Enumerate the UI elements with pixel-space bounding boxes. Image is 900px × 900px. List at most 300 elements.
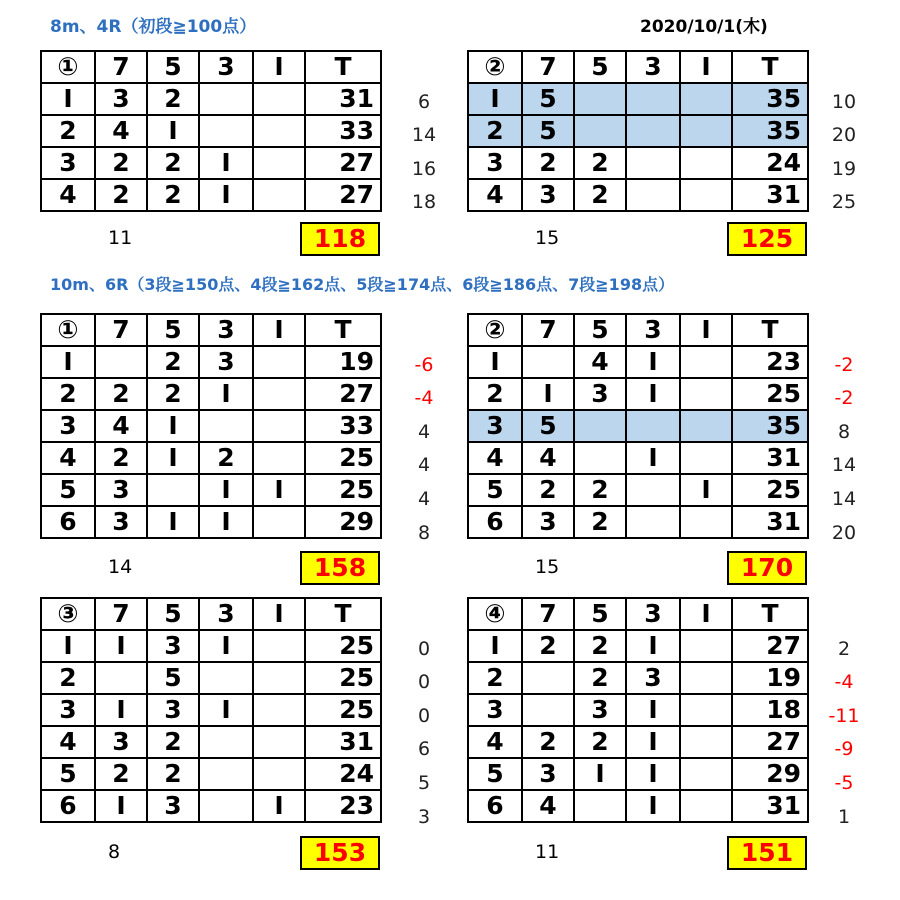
round-number: ②	[468, 314, 522, 346]
hit-count: 2	[95, 758, 147, 790]
hit-count: 2	[522, 147, 574, 179]
hit-count-total: 15	[535, 227, 560, 249]
row-number: 3	[468, 694, 522, 726]
hit-count: I	[626, 694, 680, 726]
round-number: ①	[41, 314, 95, 346]
grand-total: 125	[727, 222, 807, 256]
hit-count-total: 8	[108, 841, 121, 863]
hit-count: I	[253, 474, 305, 506]
row-number: 2	[41, 378, 95, 410]
hit-count-total: 11	[108, 227, 133, 249]
hit-count: 3	[574, 378, 626, 410]
hit-count: 2	[522, 630, 574, 662]
hit-count	[199, 758, 253, 790]
row-number: 3	[41, 694, 95, 726]
hit-count	[680, 179, 732, 211]
row-total: 31	[305, 83, 381, 115]
hit-count	[680, 662, 732, 694]
hit-count: 2	[574, 662, 626, 694]
row-number: 3	[41, 410, 95, 442]
scoresheet-6	[467, 597, 809, 823]
row-number: 6	[468, 506, 522, 538]
row-difference: -9	[834, 738, 854, 761]
hit-count: 4	[95, 115, 147, 147]
hit-count: I	[199, 179, 253, 211]
hit-count	[680, 790, 732, 822]
column-header: I	[253, 314, 305, 346]
score-row	[41, 378, 381, 410]
hit-count	[522, 694, 574, 726]
hit-count	[574, 410, 626, 442]
grand-total: 118	[300, 222, 380, 256]
score-table	[467, 50, 809, 212]
row-difference: 14	[411, 124, 437, 147]
header-row	[468, 598, 808, 630]
score-row	[468, 726, 808, 758]
hit-count: I	[626, 442, 680, 474]
hit-count: 2	[95, 147, 147, 179]
hit-count: 2	[95, 378, 147, 410]
hit-count	[680, 630, 732, 662]
score-row	[41, 758, 381, 790]
hit-count: I	[199, 506, 253, 538]
hit-count: 5	[522, 115, 574, 147]
score-row	[468, 758, 808, 790]
row-difference: 6	[417, 90, 431, 113]
row-total: 25	[732, 378, 808, 410]
row-difference: 1	[837, 805, 851, 828]
row-number: 4	[41, 179, 95, 211]
row-total: 25	[305, 662, 381, 694]
row-total: 25	[305, 694, 381, 726]
hit-count	[680, 694, 732, 726]
row-difference: 19	[831, 157, 857, 180]
row-number: 2	[41, 115, 95, 147]
hit-count	[522, 346, 574, 378]
hit-count	[199, 83, 253, 115]
row-number: 4	[468, 726, 522, 758]
column-header: 7	[522, 314, 574, 346]
column-header: I	[253, 51, 305, 83]
row-difference: -11	[828, 704, 860, 727]
hit-count	[680, 726, 732, 758]
row-difference: 4	[417, 454, 431, 477]
hit-count	[626, 506, 680, 538]
column-header: 5	[574, 314, 626, 346]
hit-count: 3	[95, 726, 147, 758]
hit-count: 2	[147, 179, 199, 211]
hit-count: 2	[574, 506, 626, 538]
score-row	[468, 442, 808, 474]
hit-count: I	[626, 726, 680, 758]
column-header: 7	[95, 314, 147, 346]
score-row	[468, 115, 808, 147]
row-number: 5	[41, 474, 95, 506]
row-total: 23	[732, 346, 808, 378]
date-label: 2020/10/1(木)	[640, 17, 768, 37]
hit-count	[680, 115, 732, 147]
score-row	[41, 147, 381, 179]
hit-count	[253, 442, 305, 474]
row-difference: -5	[834, 772, 854, 794]
hit-count: 2	[522, 726, 574, 758]
row-total: 24	[732, 147, 808, 179]
row-number: 5	[468, 758, 522, 790]
hit-count: 2	[574, 630, 626, 662]
column-header: 7	[522, 598, 574, 630]
header-row	[41, 51, 381, 83]
score-row	[468, 506, 808, 538]
hit-count: 2	[95, 442, 147, 474]
hit-count	[253, 506, 305, 538]
hit-count	[626, 115, 680, 147]
row-difference: -2	[834, 353, 854, 376]
column-header: 3	[626, 598, 680, 630]
hit-count	[253, 115, 305, 147]
row-difference: 2	[837, 637, 851, 660]
score-row	[468, 83, 808, 115]
row-difference: 0	[417, 671, 431, 694]
hit-count: 3	[147, 630, 199, 662]
header-row	[41, 314, 381, 346]
hit-count	[253, 346, 305, 378]
hit-count	[626, 147, 680, 179]
row-difference: -4	[834, 671, 854, 694]
hit-count	[680, 346, 732, 378]
scoresheet-5	[40, 597, 382, 823]
hit-count	[626, 83, 680, 115]
hit-count	[680, 147, 732, 179]
score-row	[41, 790, 381, 822]
row-difference: 4	[417, 420, 431, 443]
score-row	[41, 83, 381, 115]
hit-count: I	[626, 346, 680, 378]
score-row	[41, 115, 381, 147]
row-number: 5	[41, 758, 95, 790]
row-difference: 0	[417, 704, 431, 727]
row-number: 2	[468, 115, 522, 147]
hit-count: I	[522, 378, 574, 410]
header-row	[468, 51, 808, 83]
hit-count	[253, 83, 305, 115]
row-total: 31	[305, 726, 381, 758]
row-total: 27	[305, 179, 381, 211]
score-row	[468, 662, 808, 694]
hit-count	[680, 442, 732, 474]
score-row	[41, 442, 381, 474]
row-number: 2	[468, 662, 522, 694]
round-number: ①	[41, 51, 95, 83]
row-total: 25	[305, 442, 381, 474]
row-total: 31	[732, 506, 808, 538]
row-difference: 18	[411, 191, 437, 214]
column-header: T	[732, 51, 808, 83]
column-header: T	[305, 314, 381, 346]
hit-count: I	[147, 410, 199, 442]
column-header: 7	[522, 51, 574, 83]
hit-count	[680, 506, 732, 538]
row-difference: -6	[414, 353, 434, 376]
hit-count	[574, 442, 626, 474]
hit-count: I	[626, 758, 680, 790]
column-header: I	[253, 598, 305, 630]
round-number: ④	[468, 598, 522, 630]
row-number: I	[468, 346, 522, 378]
row-difference: -4	[414, 387, 434, 410]
column-header: 5	[147, 598, 199, 630]
row-number: 6	[41, 790, 95, 822]
score-row	[468, 694, 808, 726]
column-header: 5	[574, 51, 626, 83]
row-difference: 0	[417, 637, 431, 660]
row-number: I	[41, 630, 95, 662]
row-total: 31	[732, 442, 808, 474]
row-number: I	[468, 630, 522, 662]
hit-count	[626, 410, 680, 442]
hit-count: 4	[522, 790, 574, 822]
hit-count: I	[253, 790, 305, 822]
score-row	[468, 630, 808, 662]
hit-count-total: 15	[535, 556, 560, 578]
row-difference: 8	[837, 420, 851, 443]
row-number: 4	[468, 179, 522, 211]
hit-count: 3	[95, 506, 147, 538]
hit-count	[253, 726, 305, 758]
score-row	[41, 410, 381, 442]
score-row	[468, 179, 808, 211]
row-total: 19	[305, 346, 381, 378]
row-difference: 3	[417, 805, 431, 828]
row-total: 31	[732, 790, 808, 822]
hit-count: 3	[626, 662, 680, 694]
hit-count: I	[199, 694, 253, 726]
hit-count	[522, 662, 574, 694]
row-total: 29	[305, 506, 381, 538]
score-row	[41, 694, 381, 726]
row-number: 6	[468, 790, 522, 822]
hit-count	[680, 83, 732, 115]
score-row	[41, 179, 381, 211]
hit-count: 3	[95, 83, 147, 115]
hit-count: 2	[95, 179, 147, 211]
column-header: T	[732, 598, 808, 630]
hit-count	[253, 410, 305, 442]
hit-count: 4	[522, 442, 574, 474]
row-number: 5	[468, 474, 522, 506]
hit-count: I	[626, 378, 680, 410]
hit-count: 3	[522, 758, 574, 790]
row-total: 31	[732, 179, 808, 211]
hit-count: I	[147, 115, 199, 147]
row-number: I	[468, 83, 522, 115]
hit-count: 2	[147, 83, 199, 115]
hit-count	[199, 410, 253, 442]
hit-count: 2	[574, 726, 626, 758]
row-total: 27	[732, 726, 808, 758]
hit-count: 3	[522, 506, 574, 538]
column-header: I	[680, 314, 732, 346]
hit-count: 3	[147, 790, 199, 822]
row-total: 27	[732, 630, 808, 662]
score-row	[41, 662, 381, 694]
row-total: 35	[732, 83, 808, 115]
row-total: 25	[305, 630, 381, 662]
hit-count: 2	[147, 346, 199, 378]
column-header: 3	[199, 51, 253, 83]
row-difference: 16	[411, 157, 437, 180]
column-header: 5	[147, 314, 199, 346]
header-row	[468, 314, 808, 346]
score-row	[468, 410, 808, 442]
hit-count: 5	[522, 410, 574, 442]
row-difference: 25	[831, 191, 857, 214]
column-header: 7	[95, 598, 147, 630]
hit-count: I	[95, 630, 147, 662]
column-header: 3	[626, 314, 680, 346]
hit-count	[253, 147, 305, 179]
hit-count	[574, 83, 626, 115]
hit-count: 2	[522, 474, 574, 506]
score-table	[40, 313, 382, 539]
score-row	[468, 378, 808, 410]
section-header-8m: 8m、4R（初段≧100点）	[50, 17, 257, 37]
row-difference: 20	[831, 521, 857, 544]
hit-count: I	[626, 790, 680, 822]
row-difference: 14	[831, 488, 857, 510]
scoresheet-3	[40, 313, 382, 539]
column-header: I	[680, 51, 732, 83]
score-row	[41, 630, 381, 662]
hit-count	[574, 790, 626, 822]
row-difference: 6	[417, 738, 431, 761]
score-table	[40, 50, 382, 212]
hit-count: I	[147, 506, 199, 538]
hit-count: 3	[147, 694, 199, 726]
hit-count: 4	[95, 410, 147, 442]
column-header: I	[680, 598, 732, 630]
score-table	[467, 313, 809, 539]
grand-total: 158	[300, 551, 380, 585]
hit-count: I	[680, 474, 732, 506]
hit-count	[253, 662, 305, 694]
grand-total: 153	[300, 836, 380, 870]
score-row	[41, 506, 381, 538]
row-total: 27	[305, 147, 381, 179]
hit-count	[574, 115, 626, 147]
row-total: 35	[732, 115, 808, 147]
score-table	[40, 597, 382, 823]
row-total: 29	[732, 758, 808, 790]
round-number: ③	[41, 598, 95, 630]
round-number: ②	[468, 51, 522, 83]
hit-count: 5	[522, 83, 574, 115]
row-difference: 14	[831, 454, 857, 477]
hit-count	[95, 346, 147, 378]
hit-count-total: 14	[108, 556, 133, 578]
row-difference: 5	[417, 772, 431, 794]
hit-count	[680, 378, 732, 410]
hit-count: 5	[147, 662, 199, 694]
row-number: 3	[468, 410, 522, 442]
row-difference: -2	[834, 387, 854, 410]
row-total: 23	[305, 790, 381, 822]
row-number: 6	[41, 506, 95, 538]
hit-count: 3	[574, 694, 626, 726]
scoresheet-4	[467, 313, 809, 539]
score-row	[41, 346, 381, 378]
column-header: T	[305, 598, 381, 630]
row-total: 33	[305, 410, 381, 442]
grand-total: 151	[727, 836, 807, 870]
row-total: 35	[732, 410, 808, 442]
score-row	[41, 726, 381, 758]
score-row	[468, 474, 808, 506]
grand-total: 170	[727, 551, 807, 585]
column-header: 7	[95, 51, 147, 83]
row-number: 4	[41, 726, 95, 758]
column-header: 3	[626, 51, 680, 83]
row-total: 19	[732, 662, 808, 694]
hit-count	[626, 179, 680, 211]
hit-count: I	[95, 694, 147, 726]
hit-count: I	[574, 758, 626, 790]
row-difference: 4	[417, 488, 431, 510]
scoresheet-1	[40, 50, 382, 212]
hit-count: 2	[574, 147, 626, 179]
hit-count	[147, 474, 199, 506]
row-number: 4	[41, 442, 95, 474]
score-row	[468, 790, 808, 822]
column-header: 3	[199, 598, 253, 630]
hit-count	[95, 662, 147, 694]
hit-count	[253, 630, 305, 662]
row-difference: 20	[831, 124, 857, 147]
hit-count	[680, 758, 732, 790]
row-number: 2	[468, 378, 522, 410]
hit-count: I	[147, 442, 199, 474]
hit-count	[253, 179, 305, 211]
column-header: 3	[199, 314, 253, 346]
hit-count: 3	[95, 474, 147, 506]
hit-count: I	[199, 630, 253, 662]
hit-count: I	[199, 378, 253, 410]
row-total: 25	[305, 474, 381, 506]
hit-count: 3	[522, 179, 574, 211]
row-total: 27	[305, 378, 381, 410]
score-row	[468, 346, 808, 378]
hit-count	[199, 115, 253, 147]
column-header: T	[732, 314, 808, 346]
hit-count: 2	[574, 474, 626, 506]
hit-count: 2	[199, 442, 253, 474]
header-row	[41, 598, 381, 630]
column-header: T	[305, 51, 381, 83]
row-difference: 10	[831, 90, 857, 113]
row-difference: 8	[417, 521, 431, 544]
row-total: 25	[732, 474, 808, 506]
score-row	[41, 474, 381, 506]
row-total: 33	[305, 115, 381, 147]
section-header-10m: 10m、6R（3段≧150点、4段≧162点、5段≧174点、6段≧186点、7段≧198点）	[50, 275, 675, 294]
hit-count: 2	[147, 147, 199, 179]
column-header: 5	[574, 598, 626, 630]
hit-count: I	[199, 474, 253, 506]
hit-count: I	[199, 147, 253, 179]
hit-count: 2	[147, 758, 199, 790]
row-number: 2	[41, 662, 95, 694]
hit-count	[253, 378, 305, 410]
hit-count: 2	[147, 378, 199, 410]
